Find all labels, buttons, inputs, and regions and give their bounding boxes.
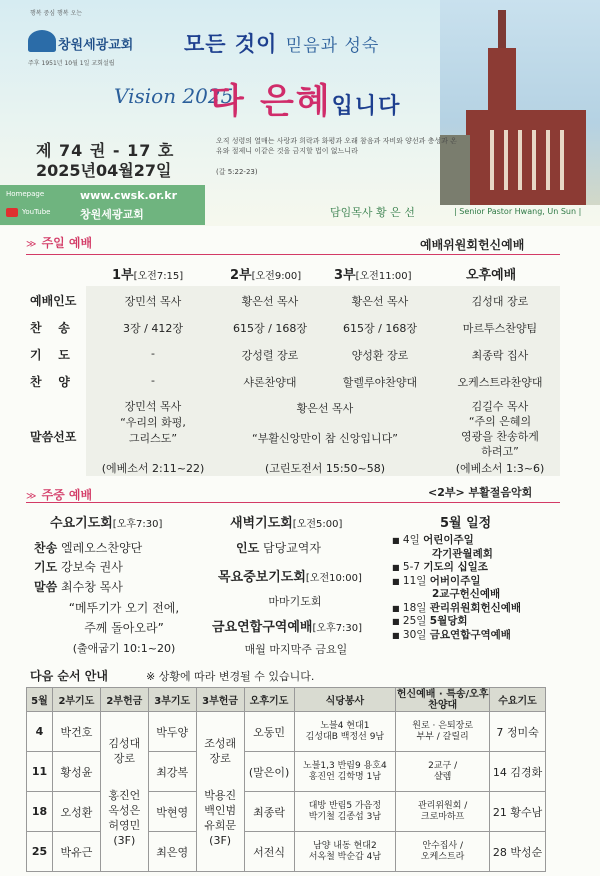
meal-b: 김성대B 백정선 9남 [305, 731, 385, 742]
thu-place: 마마기도회 [268, 595, 322, 608]
prayer-1: - [151, 347, 155, 360]
homepage-url[interactable]: www.cwsk.or.kr [80, 189, 178, 202]
may-item: ■ 11일 어버이주일 [392, 574, 481, 587]
dawn-header [230, 512, 342, 531]
youtube-label: YouTube [22, 208, 51, 216]
slogan-line2-a: 다 은혜 [210, 82, 332, 122]
next-schedule-table [26, 687, 546, 872]
slogan-line1-b: 믿음과 성숙 [285, 36, 380, 56]
row-p3: 최강복 [148, 752, 196, 792]
col1-time: [오전7:15] [133, 271, 184, 282]
p2off-c: 홍진언 [108, 788, 141, 802]
wed-name: 박성순 [510, 845, 543, 859]
wed-ref: (출애굽기 10:1~20) [72, 642, 176, 655]
wed-sermon-b: 주께 돌아오라” [84, 621, 164, 635]
church-windows [480, 130, 570, 190]
wed-word-value: 최수창 목사 [61, 580, 123, 594]
may-schedule-list [392, 534, 521, 642]
may-item: ■ 5-7 기도의 십일조 [392, 561, 488, 573]
may-item-text: 5월당회 [429, 615, 468, 627]
col-header-1 [112, 264, 183, 283]
hymn-1: 3장 / 412장 [123, 322, 183, 335]
sunday-title: 주일 예배 [41, 236, 93, 250]
sermon1-title-b: 그리스도” [128, 432, 178, 445]
th-p2-offering: 2부헌금 [100, 688, 148, 712]
wed-title: 수요기도회 [50, 516, 113, 531]
dev-a: 2교구 / [428, 760, 458, 771]
p3off-a: 조성래 [204, 736, 237, 750]
may-item-text: 어린이주일 [423, 534, 474, 546]
slogan-line2 [210, 74, 401, 124]
col1-name: 1부 [112, 268, 134, 283]
th-meal: 식당봉사 [294, 688, 396, 712]
sermon23-preacher: 황은선 목사 [296, 402, 354, 415]
dev-b: 오케스트라 [420, 851, 465, 862]
meal-b: 서옥철 박순갑 4남 [308, 851, 382, 862]
dawn-lead-label: 인도 [236, 541, 260, 555]
row-devotion [396, 712, 490, 752]
fri-header [212, 616, 362, 635]
church-building-image [440, 0, 600, 205]
leader-2: 황은선 목사 [241, 295, 299, 308]
fri-title: 금요연합구역예배 [212, 620, 313, 635]
row-p2: 황성윤 [52, 752, 100, 792]
wed-name: 김경화 [510, 765, 543, 779]
choir-1: - [151, 374, 155, 387]
wed-name: 정미숙 [506, 725, 539, 739]
col-header-2 [230, 264, 301, 283]
row-meal [294, 712, 396, 752]
dev-b: 크로마하프 [420, 811, 465, 822]
row-label-hymn: 찬 송 [30, 321, 70, 335]
p3off-f: (3F) [209, 833, 232, 847]
p3-offering-group [196, 712, 244, 872]
meal-a: 노블4 현대1 [320, 720, 370, 731]
scripture-verse: 오직 성령의 열매는 사랑과 희락과 화평과 오래 참음과 자비와 양선과 충성과 온유와 절제니 이같은 것을 금지할 법이 없느니라 [216, 137, 457, 155]
may-item-date: 11일 [402, 574, 427, 587]
thu-title: 목요중보기도회 [218, 570, 306, 585]
leader-3: 황은선 목사 [351, 295, 409, 308]
may-item: ■ 18일 관리위원회헌신예배 [392, 601, 522, 614]
meal-a: 노블1,3 반림9 용호4 [303, 760, 387, 771]
th-wed-prayer: 수요기도 [490, 688, 546, 712]
steeple-spire [498, 10, 506, 50]
dawn-lead [236, 539, 321, 556]
bulletin-header [0, 0, 600, 226]
steeple-tower [488, 48, 516, 118]
p2off-a: 김성대 [108, 736, 141, 750]
row-wed [490, 712, 546, 752]
row-label-prayer: 기 도 [30, 348, 70, 362]
may-title: 5월 일정 [440, 516, 492, 531]
fri-note: 매월 마지막주 금요일 [244, 643, 348, 656]
sermon1-title-a: “우리의 화평, [120, 416, 186, 429]
may-item-date: 18일 [402, 601, 427, 614]
row-label-sermon: 말씀선포 [30, 430, 77, 444]
volume-number: 제 74 권 - 17 호 [36, 141, 175, 160]
church-name: 창원세광교회 [58, 38, 134, 53]
row-pm: 오동민 [244, 712, 294, 752]
row-wed [490, 792, 546, 832]
wed-day: 7 [496, 725, 504, 739]
row-day: 4 [27, 712, 53, 752]
col2-name: 2부 [230, 268, 252, 283]
p3off-d: 백인범 [204, 803, 237, 817]
p3off-e: 유희문 [204, 818, 237, 832]
dev-a: 관리위원회 / [417, 800, 468, 811]
p2off-b: 장로 [113, 751, 135, 765]
dev-a: 원로 · 은퇴장로 [412, 720, 474, 731]
divider [26, 254, 560, 255]
table-header-row [27, 688, 546, 712]
may-item-date: 30일 [402, 628, 427, 641]
dawn-title: 새벽기도회 [230, 516, 293, 531]
senior-pastor-en: | Senior Pastor Hwang, Un Sun | [454, 207, 582, 216]
slogan-line1-a: 모든 것이 [184, 32, 278, 56]
weekday-title: 주중 예배 [41, 488, 93, 502]
meal-a: 남양 내동 현대2 [313, 840, 377, 851]
row-p3: 박현영 [148, 792, 196, 832]
wed-name: 황수남 [510, 805, 543, 819]
homepage-label: Homepage [6, 190, 45, 198]
weekday-section-title [26, 484, 92, 503]
hymn-2: 615장 / 168장 [233, 322, 307, 335]
church-tagline: 행복 중심 행복 오는 [30, 10, 83, 17]
th-devotion: 헌신예배 · 특송/오후찬양대 [396, 688, 489, 711]
col-header-4: 오후예배 [466, 268, 517, 283]
choir-3: 할렐루야찬양대 [342, 376, 418, 389]
col2-time: [오전9:00] [251, 271, 302, 282]
sermon23-title: “부활신앙만이 참 신앙입니다” [252, 432, 398, 445]
wed-sermon-a: “메뚜기가 오기 전에, [68, 601, 180, 615]
may-item: ■ 25일 5월당회 [392, 615, 468, 627]
col3-time: [오전11:00] [355, 271, 412, 282]
row-day: 25 [27, 832, 53, 872]
divider [26, 502, 560, 503]
next-title: 다음 순서 안내 [30, 669, 108, 683]
p2off-f: (3F) [113, 833, 136, 847]
row-label-leader: 예배인도 [30, 294, 77, 308]
leader-pm: 김성대 장로 [471, 295, 529, 308]
slogan-line2-b: 입니다 [331, 94, 402, 119]
row-pm: 최종락 [244, 792, 294, 832]
row-p3: 최은영 [148, 832, 196, 872]
th-pm-prayer: 오후기도 [244, 688, 294, 712]
row-meal [294, 792, 396, 832]
dawn-time: [오전5:00] [292, 519, 343, 530]
wed-prayer [34, 558, 123, 575]
wed-prayer-value: 강보숙 권사 [61, 560, 123, 574]
sunday-right-title: 예배위원회헌신예배 [420, 238, 525, 252]
row-label-choir: 찬 양 [30, 375, 70, 389]
wed-praise-label: 찬송 [34, 541, 58, 555]
row-devotion [396, 752, 490, 792]
double-chevron-icon: ≫ [26, 491, 37, 502]
col-header-3 [334, 264, 412, 283]
bulletin-date: 2025년04월27일 [36, 161, 172, 180]
table-row [27, 712, 546, 752]
row-p2: 박건호 [52, 712, 100, 752]
meal-b: 박기철 김종섭 3남 [308, 811, 382, 822]
p3off-b: 장로 [209, 751, 231, 765]
dev-b: 부부 / 갈릴리 [416, 731, 469, 742]
dev-a: 안수집사 / [422, 840, 463, 851]
wed-day: 28 [492, 845, 507, 859]
row-wed [490, 832, 546, 872]
weekday-right-title: <2부> 부활절음악회 [428, 486, 533, 499]
prayer-3: 양성환 장로 [351, 349, 409, 362]
may-item-date: 5-7 [402, 561, 421, 573]
wed-day: 21 [492, 805, 507, 819]
church-logo-icon [28, 30, 56, 52]
row-meal [294, 752, 396, 792]
leader-1: 장민석 목사 [124, 295, 182, 308]
sermonpm-title-b: 영광을 찬송하게 [461, 430, 539, 443]
sermon1-ref: (에베소서 2:11~22) [101, 462, 205, 475]
vision-label: Vision 2025 [114, 84, 234, 108]
row-meal [294, 832, 396, 872]
double-chevron-icon: ≫ [26, 239, 37, 250]
founded-date: 주후 1951년 10월 1일 교회설립 [28, 60, 115, 67]
row-p2: 박유근 [52, 832, 100, 872]
may-item-text: 어버이주일 [429, 574, 481, 587]
sermon23-ref: (고린도전서 15:50~58) [264, 462, 386, 475]
choir-2: 샤론찬양대 [243, 376, 297, 389]
may-item [392, 588, 521, 602]
dawn-lead-value: 담당교역자 [263, 541, 321, 555]
sermon1-preacher: 장민석 목사 [124, 400, 182, 413]
wed-time: [오후7:30] [112, 519, 163, 530]
wed-praise-value: 엘레오스찬양단 [61, 541, 143, 555]
wed-word [34, 578, 123, 595]
th-p3-prayer: 3부기도 [148, 688, 196, 712]
row-wed [490, 752, 546, 792]
row-day: 11 [27, 752, 53, 792]
wed-day: 14 [492, 765, 507, 779]
prayer-pm: 최종락 집사 [471, 349, 529, 362]
may-item-date: 25일 [402, 615, 427, 627]
may-item-text: 각기관월례회 [432, 547, 493, 560]
may-item: ■ 30일 금요연합구역예배 [392, 628, 511, 641]
youtube-icon [6, 208, 18, 217]
p3off-c: 박용진 [204, 788, 237, 802]
row-p3: 박두양 [148, 712, 196, 752]
th-p3-offering: 3부헌금 [196, 688, 244, 712]
row-devotion [396, 832, 490, 872]
meal-b: 홍진언 김학명 1남 [308, 771, 382, 782]
sermonpm-title-c: 하려고” [481, 445, 519, 458]
wed-prayer-label: 기도 [34, 560, 58, 574]
meal-a: 대방 반림5 가음정 [308, 800, 382, 811]
p2-offering-group [100, 712, 148, 872]
dev-b: 샬렘 [433, 771, 452, 782]
sermonpm-preacher: 김길수 목사 [471, 400, 529, 413]
choir-pm: 오케스트라찬양대 [457, 376, 543, 389]
slogan-line1 [184, 28, 379, 58]
row-p2: 오성환 [52, 792, 100, 832]
may-item-text: 관리위원회헌신예배 [429, 601, 522, 614]
row-pm: (말은이) [244, 752, 294, 792]
th-month: 5월 [27, 688, 53, 712]
th-p2-prayer: 2부기도 [52, 688, 100, 712]
p2off-e: 허영민 [108, 818, 141, 832]
may-item-text: 금요연합구역예배 [429, 628, 511, 641]
p2off-d: 옥성은 [108, 803, 141, 817]
row-day: 18 [27, 792, 53, 832]
next-note: ※ 상황에 따라 변경될 수 있습니다. [146, 670, 315, 683]
may-item: ■ 4일 어린이주일 [392, 534, 474, 546]
senior-pastor: 담임목사 황 은 선 [330, 206, 415, 219]
sermonpm-ref: (에베소서 1:3~6) [455, 462, 545, 475]
may-item-text: 기도의 십일조 [423, 561, 488, 573]
col3-name: 3부 [334, 268, 356, 283]
prayer-2: 강성렬 장로 [241, 349, 299, 362]
row-pm: 서전식 [244, 832, 294, 872]
may-item-text: 2교구헌신예배 [432, 588, 501, 600]
fri-time: [오후7:30] [312, 623, 363, 634]
thu-time: [오전10:00] [305, 573, 362, 584]
scripture-ref: (갈 5:22-23) [216, 168, 258, 176]
wed-header [50, 512, 162, 531]
hymn-3: 615장 / 168장 [343, 322, 417, 335]
may-item-date: 4일 [402, 534, 420, 546]
hymn-pm: 마르투스찬양팀 [462, 322, 538, 335]
row-devotion [396, 792, 490, 832]
youtube-channel[interactable]: 창원세광교회 [80, 208, 144, 221]
sunday-section-title [26, 232, 92, 251]
wed-praise [34, 539, 142, 556]
wed-word-label: 말씀 [34, 580, 58, 594]
thu-header [218, 566, 362, 585]
may-item [392, 548, 521, 562]
sermonpm-title-a: “주의 은혜의 [468, 415, 532, 428]
